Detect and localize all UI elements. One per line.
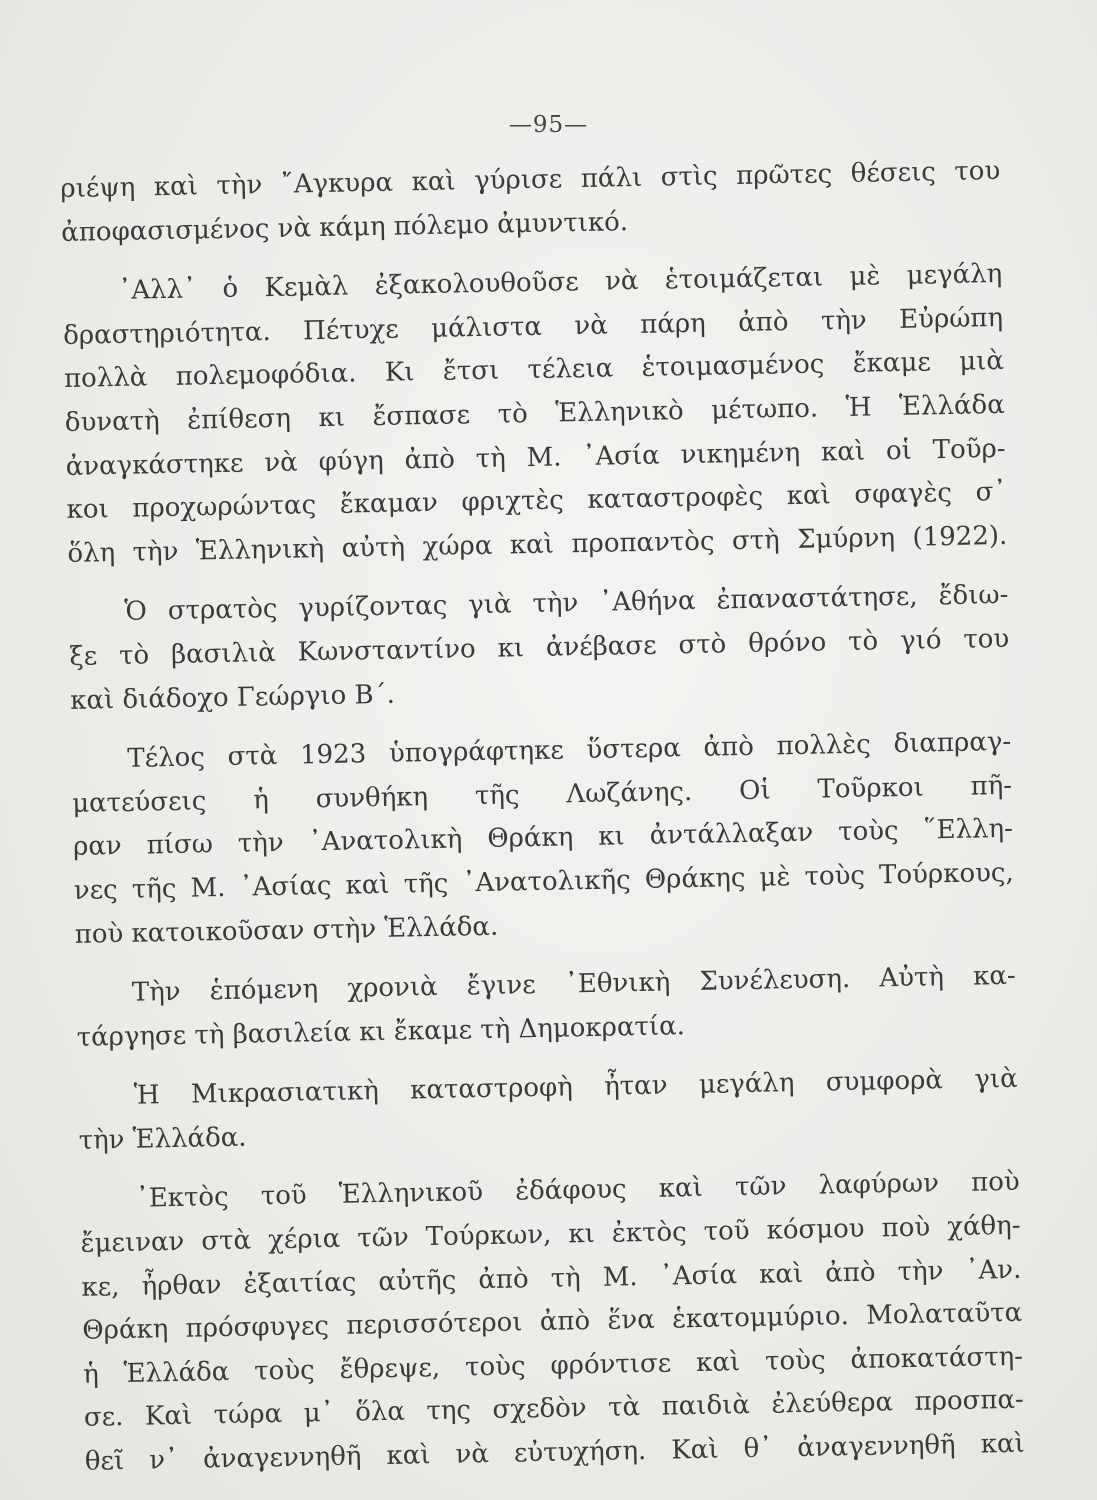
- text-line: Θράκη πρόσφυγες περισσότεροι ἀπὸ ἕνα ἑκατομμύριο. Μολαταῦτα: [82, 1297, 1023, 1347]
- paragraph-2: [62, 253, 1008, 576]
- paragraph-4: [71, 721, 1015, 957]
- text-line: θεῖ ν᾿ ἀναγεννηθῆ καὶ νὰ εὐτυχήση. Καὶ θ᾿ ἀναγεννηθῆ καὶ: [84, 1428, 1025, 1477]
- text-line: ὅλη τὴν Ἑλληνικὴ αὐτὴ χώρα καὶ προπαντὸς στὴ Σμύρνη (1922).: [67, 520, 1008, 569]
- text-line: ἀναγκάστηκε νὰ φύγη ἀπὸ τὴ Μ. ᾿Ασία νικημένη καὶ οἱ Τοῦρ-: [65, 433, 1006, 482]
- text-line: ποὺ κατοικοῦσαν στὴν Ἑλλάδα.: [74, 911, 499, 950]
- text-line: ματεύσεις ἡ συνθήκη τῆς Λωζάνης. Οἱ Τοῦρκοι πῆ-: [71, 770, 1013, 819]
- page-number: —95—: [508, 112, 589, 138]
- text-line: ξε τὸ βασιλιὰ Κωνσταντίνο κι ἀνέβασε στὸ θρόνο τὸ γιό του: [69, 623, 1010, 672]
- text-line: τὴν Ἑλλάδα.: [78, 1122, 247, 1156]
- text-line: πολλὰ πολεμοφόδια. Κι ἔτσι τέλεια ἑτοιμασμένος ἔκαμε μιὰ: [63, 346, 1005, 395]
- text-line: Τὴν ἑπόμενη χρονιὰ ἔγινε ᾿Εθνικὴ Συνέλευση. Αὐτὴ κα-: [131, 960, 1016, 1008]
- paragraph-1: [60, 150, 1002, 255]
- paragraph-6: [77, 1058, 1019, 1163]
- text-line: ἔμειναν στὰ χέρια τῶν Τούρκων, κι ἐκτὸς τοῦ κόσμου ποὺ χάθη-: [80, 1210, 1021, 1259]
- text-line: ἡ Ἑλλάδα τοὺς ἔθρεψε, τοὺς φρόντισε καὶ τοὺς ἀποκατάστη-: [82, 1341, 1024, 1390]
- text-line: Ἡ Μικρασιατικὴ καταστροφὴ ἦταν μεγάλη συμφορὰ γιὰ: [133, 1064, 1018, 1112]
- text-line: καὶ διάδοχο Γεώργιο Β΄.: [69, 679, 396, 716]
- paragraph-3: [68, 574, 1010, 723]
- body-text: [60, 150, 1025, 1484]
- text-line: ριέψη καὶ τὴν ῎Αγκυρα καὶ γύρισε πάλι στὶς πρῶτες θέσεις του: [60, 155, 1001, 204]
- text-line: ραν πίσω τὴν ᾿Ανατολικὴ Θράκη κι ἀντάλλαξαν τοὺς ῞Ελλη-: [72, 814, 1014, 863]
- text-line: κε, ἦρθαν ἐξαιτίας αὐτῆς ἀπὸ τὴ Μ. ᾿Ασία καὶ ἀπὸ τὴν ᾿Αν.: [81, 1254, 1022, 1303]
- paragraph-5: [75, 955, 1017, 1060]
- text-line: Ὁ στρατὸς γυρίζοντας γιὰ τὴν ᾿Αθήνα ἐπαναστάτησε, ἔδιω-: [124, 580, 1009, 628]
- paragraph-7: [79, 1161, 1025, 1484]
- text-line: ᾿Αλλ᾿ ὁ Κεμὰλ ἐξακολουθοῦσε νὰ ἑτοιμάζεται μὲ μεγάλη: [118, 259, 1003, 307]
- text-line: δυνατὴ ἐπίθεση κι ἔσπασε τὸ Ἑλληνικὸ μέτωπο. Ἡ Ἑλλάδα: [64, 389, 1006, 438]
- text-line: σε. Καὶ τώρα μ᾿ ὅλα της σχεδὸν τὰ παιδιὰ ἐλεύθερα προσπα-: [83, 1385, 1025, 1434]
- text-line: κοι προχωρώντας ἔκαμαν φριχτὲς καταστροφὲς καὶ σφαγὲς σ᾿: [66, 477, 1007, 526]
- text-line: νες τῆς Μ. ᾿Ασίας καὶ τῆς ᾿Ανατολικῆς Θράκης μὲ τοὺς Τούρκους,: [73, 857, 1014, 906]
- text-line: ἀποφασισμένος νὰ κάμη πόλεμο ἀμυντικό.: [60, 206, 629, 248]
- text-line: Τέλος στὰ 1923 ὑπογράφτηκε ὕστερα ἀπὸ πολλὲς διαπραγ-: [127, 726, 1012, 774]
- text-line: δραστηριότητα. Πέτυχε μάλιστα νὰ πάρη ἀπὸ τὴν Εὐρώπη: [62, 302, 1004, 351]
- text-line: ᾿Εκτὸς τοῦ Ἑλληνικοῦ ἐδάφους καὶ τῶν λαφύρων ποὺ: [135, 1167, 1020, 1215]
- text-line: τάργησε τὴ βασιλεία κι ἔκαμε τὴ Δημοκρατία.: [76, 1010, 686, 1053]
